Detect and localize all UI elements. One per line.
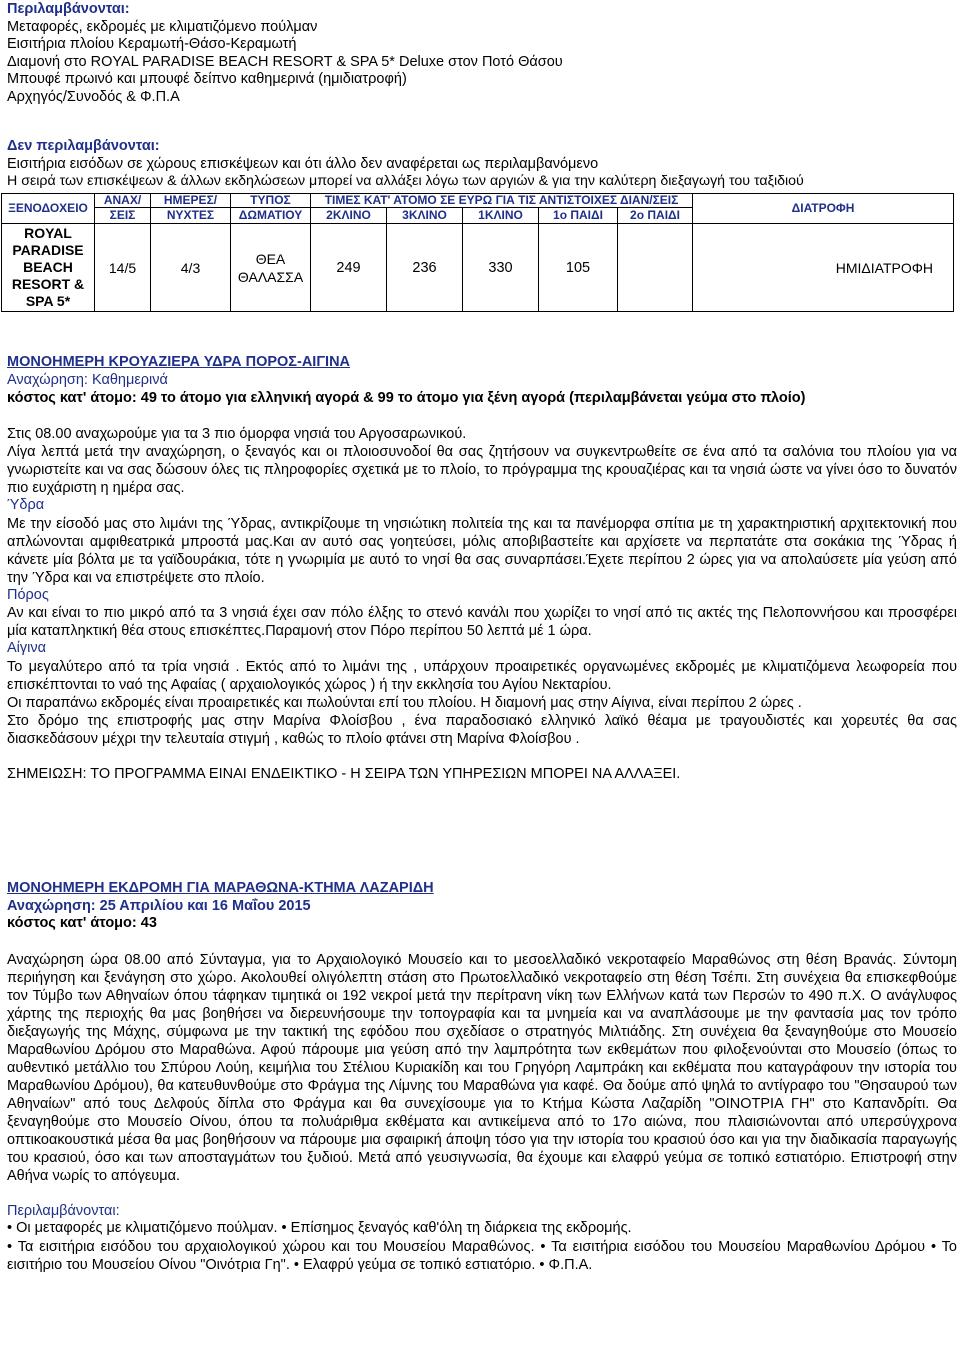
cruise-title: ΜΟΝΟΗΜΕΡΗ ΚΡΟΥΑΖΙΕΡΑ ΥΔΡΑ ΠΟΡΟΣ-ΑΙΓΙΝΑ [7, 354, 351, 370]
cruise-paragraph: Λίγα λεπτά μετά την αναχώρηση, ο ξεναγός και οι πλοιοσυνοδοί θα σας ζητήσουν να συγκεντρωθείτε σε ένα από τα σαλόνια του πλοίου για να γνωριστείτε και να σας δώσουν όλες τις πληροφορίες σχετικά με το πλοίο, το πρόγραμμα της κρουαζιέρας και τα νησιά ώστε να γίνει όσο το δυνατόν πιο ευχάριστη η ημέρα σας. [7, 444, 957, 497]
marathon-text: Αναχώρηση ώρα 08.00 από Σύνταγμα, για το Αρχαιολογικό Μουσείο και το μεσοελλαδικό νεκροταφείο Μαραθώνος στη θέση Βρανάς. Σύντομη περιήγηση και ξενάγηση στο χώρο. Ακολουθεί ολιγόλεπτη στάση στο Πρωτοελλαδικό νεκροταφείο στη θέση Τσέπι. Στη συνέχεια θα επισκεφθούμε τον Τύμβο των Αθηναίων όπου τάφηκαν τιμητικά οι 192 νεκροί μετά την περίτρανη νίκη των Ελλήνων κατά των Περσών το 490 π.Χ. Ο ανάγλυφος χάρτης της περιοχής θα μας βοηθήσει να διερευνήσουμε την τοπογραφία και τα μνημεία και να αναπλάσουμε με την φαντασία μας τον τρόπο διεξαγωγής της Μάχης, σύμφωνα με την τακτική της εφόδου που σχεδίασε ο στρατηγός Μιλτιάδης. Στη συνέχεια θα ξεναγηθούμε στο Μουσείο Μαραθωνίου Δρόμου στο Μαραθώνα. Αφού πάρουμε μια γεύση από την λαμπρότητα των εκθεμάτων που φιλοξενούνται στο Μουσείο (όπως το αυθεντικό μετάλλιο του Σπύρου Λούη, κειμήλια του Στέλιου Κυριακίδη και του Γρηγόρη Λαμπράκη και εκθέματα που καταγράφουν την ιστορία του Μαραθωνίου Δρόμου), θα κατευθυνθούμε στο Φράγμα της Λίμνης του Μαραθώνα για καφέ. Θα δούμε από ψηλά το αντίγραφο του "Θησαυρού των Αθηναίων" από τους Δελφούς δίπλα στο Φράγμα και θα συνεχίσουμε για το Κτήμα Κώστα Λαζαρίδη "ΟΙΝΟΤΡΙΑ ΓΗ" στο Καπανδρίτι. Θα ξεναγηθούμε στο Μουσείο Οίνου, όπου τα πολυάριθμα εκθέματα και αντικείμενα από το 17ο αιώνα, που πλαισιώνονται από υπερσύγχρονα οπτικοακουστικά μέσα θα μας βοηθήσουν να πάρουμε μια σφαιρική άποψη τόσο για την ιστορία του κρασιού όσο και για την διαδικασία παραγωγής του κρασιού, όσο και των αποσταγμάτων του ξυδιού. Μετά από γευσιγνωσία, θα έχουμε και ελαφρύ γεύμα σε τοπικό εστιατόριο. Επιστροφή στην Αθήνα νωρίς το απόγευμα. [7, 951, 957, 1184]
header-days-l1: ΗΜΕΡΕΣ/ [151, 194, 231, 208]
departures-cell: 14/5 [95, 224, 151, 312]
included-item: Εισιτήρια πλοίου Κεραμωτή-Θάσο-Κεραμωτή [7, 36, 297, 53]
days-cell: 4/3 [151, 224, 231, 312]
price-double: 249 [311, 224, 387, 312]
price-single: 330 [463, 224, 539, 312]
hotel-name-line: ROYAL [24, 225, 72, 241]
hotel-name-line: SPA 5* [25, 293, 71, 309]
not-included-item: Εισιτήρια εισόδων σε χώρους επισκέψεων και ότι άλλο δεν αναφέρεται ως περιλαμβανόμενο [7, 155, 599, 172]
poros-heading: Πόρος [7, 586, 49, 603]
hydra-text: Με την είσοδό μας στο λιμάνι της Ύδρας, αντικρίζουμε τη νησιώτικη πολιτεία της και τα πανέμορφα σπίτια με τη χαρακτηριστική αρχιτεκτονική που απλώνονται αμφιθεατρικά μπροστά μας.Και αν αυτό σας γοητεύσει, μόλις αποβιβαστείτε και αρχίσετε να περπατάτε στα σοκάκια της Ύδρας ή κάνετε μία βόλτα με τα γαϊδουράκια, τότε η γνωριμία με αυτό το νησί θα σας συναρπάσει.Έχετε περίπου 2 ώρες για να απολαύσετε μία γεύση από την Ύδρα και να επιστρέψετε στο πλοίο. [7, 515, 957, 586]
header-child1: 1ο ΠΑΙΔΙ [539, 208, 618, 224]
included-item: Αρχηγός/Συνοδός & Φ.Π.Α [7, 88, 180, 105]
included-section [7, 1, 563, 107]
cruise-section [7, 354, 957, 784]
marathon-included-heading: Περιλαμβάνονται: [7, 1202, 120, 1219]
header-prices-title: ΤΙΜΕΣ ΚΑΤ' ΑΤΟΜΟ ΣΕ ΕΥΡΩ ΓΙΑ ΤΙΣ ΑΝΤΙΣΤΟΙΧΕΣ ΔΙΑΝ/ΣΕΙΣ [311, 194, 693, 208]
header-departures-l2: ΣΕΙΣ [95, 208, 151, 224]
hotel-table-wrapper [7, 193, 954, 312]
header-double: 2ΚΛΙΝΟ [311, 208, 387, 224]
aegina-heading: Αίγινα [7, 640, 46, 657]
return-text: Στο δρόμο της επιστροφής μας στην Μαρίνα Φλοίσβου , ένα παραδοσιακό ελληνικό λαϊκό θέαμα με τραγουδιστές και χορευτές θα σας διασκεδάσουν μέχρι την τελευταία στιγμή , καθώς το πλοίο φτάνει στη Μαρίνα Φλοίσβου . [7, 712, 957, 747]
board-cell: ΗΜΙΔΙΑΤΡΟΦΗ [693, 224, 954, 312]
included-item: Μεταφορές, εκδρομές με κλιματιζόμενο πούλμαν [7, 18, 318, 35]
marathon-included-line: • Τα εισιτήρια εισόδου του αρχαιολογικού χώρου και του Μουσείου Μαραθώνος. • Τα εισιτήρια εισόδου του Μουσείου Μαραθωνίου Δρόμου • Το εισιτήριο του Μουσείου Οίνου "Οινότρια Γη". • Ελαφρύ γεύμα σε τοπικό εστιατόριο. • Φ.Π.Α. [7, 1238, 957, 1273]
included-item: Διαμονή στο ROYAL PARADISE BEACH RESORT & SPA 5* Deluxe στον Ποτό Θάσου [7, 53, 563, 70]
header-board: ΔΙΑΤΡΟΦΗ [693, 194, 954, 224]
marathon-section [7, 880, 957, 1274]
not-included-section [7, 138, 804, 191]
hotel-table [1, 193, 954, 312]
header-room-type-l2: ΔΩΜΑΤΙΟΥ [231, 208, 311, 224]
price-child1: 105 [539, 224, 618, 312]
hydra-heading: Ύδρα [7, 497, 45, 514]
header-departures-l1: ΑΝΑΧ/ [95, 194, 151, 208]
cruise-paragraph: Στις 08.00 αναχωρούμε για τα 3 πιο όμορφα νησιά του Αργοσαρωνικού. [7, 426, 467, 443]
included-heading: Περιλαμβάνονται: [7, 1, 130, 17]
hotel-name-cell [2, 224, 95, 312]
poros-text: Αν και είναι το πιο μικρό από τα 3 νησιά έχει σαν πόλο έλξης το στενό κανάλι που χωρίζει το νησί από τις ακτές της Πελοποννήσου και προσφέρει μία καταπληκτική θέα στους επισκέπτες.Παραμονή στον Πόρο περίπου 50 λεπτά μέ 1 ώρα. [7, 605, 957, 640]
header-room-type-l1: ΤΥΠΟΣ [231, 194, 311, 208]
header-child2: 2ο ΠΑΙΔΙ [618, 208, 693, 224]
room-type-line: ΘΑΛΑΣΣΑ [237, 268, 304, 285]
header-single: 1ΚΛΙΝΟ [463, 208, 539, 224]
aegina-text-2: Οι παραπάνω εκδρομές είναι προαιρετικές και πωλούνται επί του πλοίου. Η διαμονή μας στην Αίγινα, είναι περίπου 2 ώρες . [7, 694, 802, 711]
table-row [2, 224, 954, 312]
price-child2 [618, 224, 693, 312]
marathon-included-line: • Οι μεταφορές με κλιματιζόμενο πούλμαν. • Επίσημος ξεναγός καθ'όλη τη διάρκεια της εκδρομής. [7, 1220, 632, 1237]
not-included-heading: Δεν περιλαμβάνονται: [7, 138, 160, 154]
marathon-departure: Αναχώρηση: 25 Απριλίου και 16 Μαΐου 2015 [7, 897, 311, 914]
cruise-departure: Αναχώρηση: Καθημερινά [7, 371, 168, 388]
marathon-title: ΜΟΝΟΗΜΕΡΗ ΕΚΔΡΟΜΗ ΓΙΑ ΜΑΡΑΘΩΝΑ-ΚΤΗΜΑ ΛΑΖΑΡΙΔΗ [7, 880, 434, 896]
header-hotel: ΞΕΝΟΔΟΧΕΙΟ [2, 194, 95, 224]
header-days-l2: ΝΥΧΤΕΣ [151, 208, 231, 224]
aegina-text: Το μεγαλύτερο από τα τρία νησιά . Εκτός από το λιμάνι της , υπάρχουν προαιρετικές οργανωμένες εκδρομές με κλιματιζόμενα λεωφορεία που επισκέπτονται το ναό της Αφαίας ( αρχαιολογικός χώρος ) ή την εκκλησία του Αγίου Νεκταρίου. [7, 658, 957, 693]
included-item: Μπουφέ πρωινό και μπουφέ δείπνο καθημερινά (ημιδιατροφή) [7, 71, 407, 88]
cruise-cost: κόστος κατ' άτομο: 49 το άτομο για ελληνική αγορά & 99 το άτομο για ξένη αγορά (περιλαμβάνεται γεύμα στο πλοίο) [7, 390, 806, 407]
hotel-name-line: PARADISE [12, 242, 84, 258]
cruise-note: ΣΗΜΕΙΩΣΗ: ΤΟ ΠΡΟΓΡΑΜΜΑ ΕΙΝΑΙ ΕΝΔΕΙΚΤΙΚΟ - Η ΣΕΙΡΑ ΤΩΝ ΥΠΗΡΕΣΙΩΝ ΜΠΟΡΕΙ ΝΑ ΑΛΛΑΞΕΙ. [7, 765, 681, 782]
price-triple: 236 [387, 224, 463, 312]
room-type-line: ΘΕΑ [255, 250, 286, 267]
not-included-item: Η σειρά των επισκέψεων & άλλων εκδηλώσεων μπορεί να αλλάξει λόγω των αργιών & για την καλύτερη διεξαγωγή του ταξιδιού [7, 173, 804, 190]
room-type-cell [231, 224, 311, 312]
marathon-cost: κόστος κατ' άτομο: 43 [7, 915, 157, 932]
header-triple: 3ΚΛΙΝΟ [387, 208, 463, 224]
hotel-name-line: RESORT & [11, 276, 85, 292]
hotel-name-line: BEACH [23, 259, 73, 275]
